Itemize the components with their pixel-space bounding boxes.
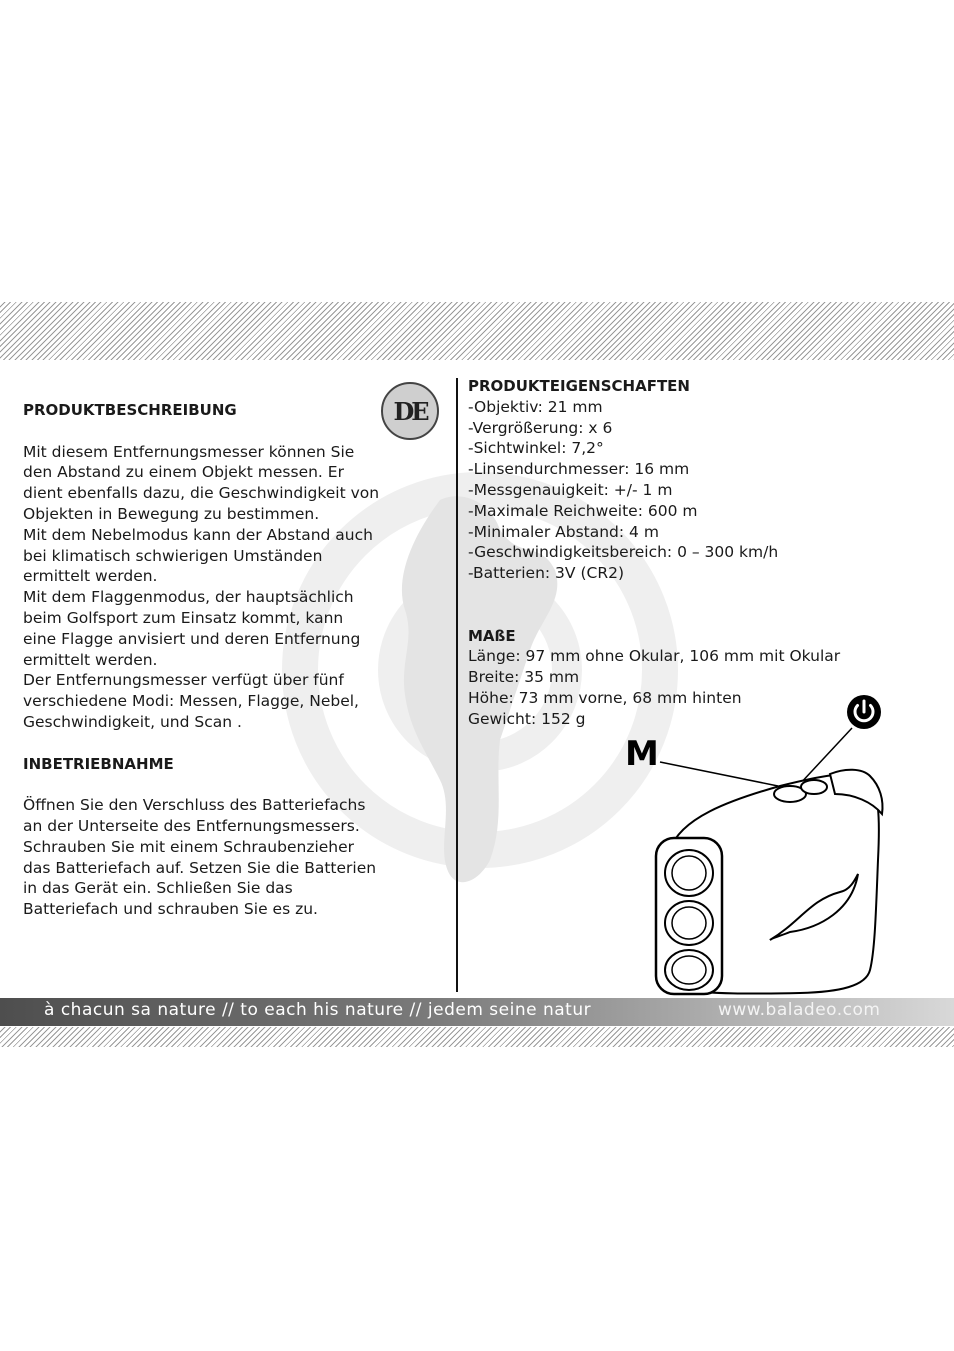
description-line: ermittelt werden. <box>23 567 158 586</box>
specs-list <box>468 397 868 584</box>
section-title-description: PRODUKTBESCHREIBUNG <box>23 401 237 419</box>
left-column <box>23 400 383 920</box>
description-text <box>23 442 383 733</box>
description-line: eine Flagge anvisiert und deren Entfernung <box>23 629 361 648</box>
setup-line: Schrauben Sie mit einem Schraubenzieher <box>23 837 355 856</box>
slogan-band <box>0 998 954 1026</box>
spec-line: -Minimaler Abstand: 4 m <box>468 522 659 541</box>
section-title-setup: INBETRIEBNAHME <box>23 754 174 773</box>
description-line: beim Golfsport zum Einsatz kommt, kann <box>23 608 344 627</box>
description-line: Mit diesem Entfernungsmesser können Sie <box>23 442 355 461</box>
dimension-line: Höhe: 73 mm vorne, 68 mm hinten <box>468 688 742 707</box>
language-badge-label: DE <box>393 396 427 426</box>
dimension-line: Breite: 35 mm <box>468 668 580 687</box>
spec-line: -Maximale Reichweite: 600 m <box>468 501 698 520</box>
top-hatch-band <box>0 302 954 360</box>
spec-line: -Linsendurchmesser: 16 mm <box>468 460 690 479</box>
section-title-specs: PRODUKTEIGENSCHAFTEN <box>468 377 690 395</box>
spec-line: -Geschwindigkeitsbereich: 0 – 300 km/h <box>468 543 779 562</box>
column-divider <box>456 378 458 992</box>
spec-line: -Vergrößerung: x 6 <box>468 418 613 437</box>
description-line: ermittelt werden. <box>23 650 158 669</box>
description-line: bei klimatisch schwierigen Umständen <box>23 546 323 565</box>
description-line: dient ebenfalls dazu, die Geschwindigkeit von <box>23 484 380 503</box>
description-line: Mit dem Flaggenmodus, der hauptsächlich <box>23 588 354 607</box>
language-badge <box>381 382 439 440</box>
setup-line: das Batteriefach auf. Setzen Sie die Batterien <box>23 858 377 877</box>
rangefinder-illustration <box>640 690 900 1000</box>
right-column <box>468 376 868 730</box>
website-link[interactable]: www.baladeo.com <box>718 1000 881 1020</box>
setup-line: in das Gerät ein. Schließen Sie das <box>23 879 293 898</box>
bottom-hatch-band <box>0 1027 954 1047</box>
dimension-line: Länge: 97 mm ohne Okular, 106 mm mit Okular <box>468 647 841 666</box>
description-line: Mit dem Nebelmodus kann der Abstand auch <box>23 525 373 544</box>
spec-line: -Batterien: 3V (CR2) <box>468 564 624 583</box>
slogan-text: à chacun sa nature // to each his nature // jedem seine natur <box>44 1000 592 1020</box>
description-line: den Abstand zu einem Objekt messen. Er <box>23 463 344 482</box>
setup-line: Batteriefach und schrauben Sie es zu. <box>23 900 318 919</box>
description-line: Der Entfernungsmesser verfügt über fünf <box>23 671 344 690</box>
description-line: Objekten in Bewegung zu bestimmen. <box>23 504 320 523</box>
mode-button-label: M <box>625 734 659 774</box>
spec-line: -Sichtwinkel: 7,2° <box>468 439 604 458</box>
dimension-line: Gewicht: 152 g <box>468 709 586 728</box>
spec-line: -Messgenauigkeit: +/- 1 m <box>468 480 673 499</box>
description-line: verschiedene Modi: Messen, Flagge, Nebel, <box>23 692 359 711</box>
setup-text <box>23 795 383 920</box>
setup-line: an der Unterseite des Entfernungsmessers. <box>23 816 360 835</box>
description-line: Geschwindigkeit, und Scan . <box>23 712 242 731</box>
setup-line: Öffnen Sie den Verschluss des Batteriefachs <box>23 796 366 815</box>
section-title-dimensions: MAßE <box>468 626 516 645</box>
spec-line: -Objektiv: 21 mm <box>468 397 603 416</box>
